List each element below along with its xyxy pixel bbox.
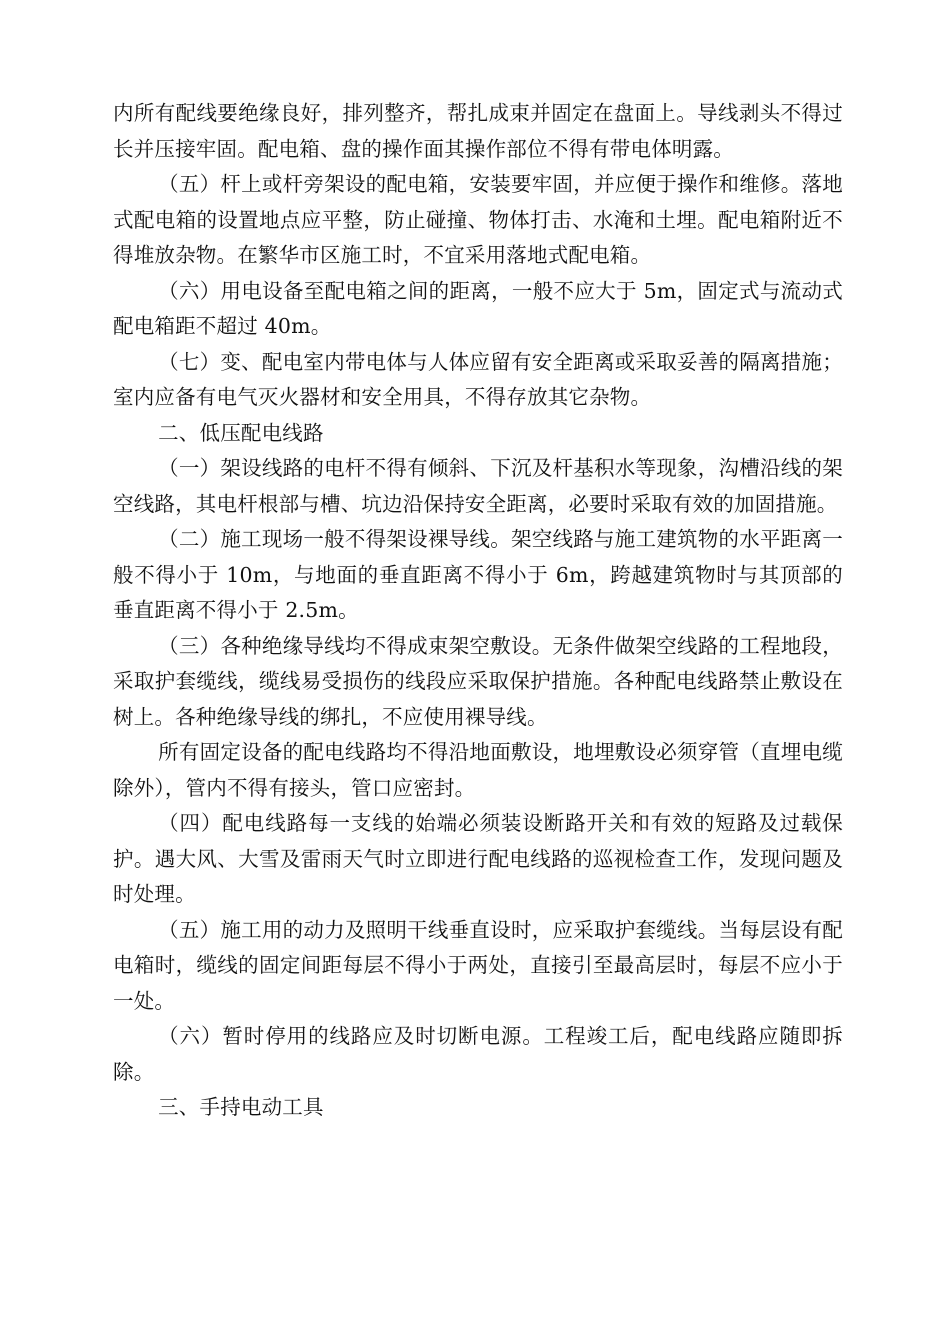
paragraph-9: 所有固定设备的配电线路均不得沿地面敷设，地埋敷设必须穿管（直埋电缆除外），管内不得有接头，管口应密封。 — [113, 740, 843, 800]
section-heading-handheld-tools: 三、手持电动工具 — [158, 1095, 324, 1119]
paragraph-10: （四）配电线路每一支线的始端必须装设断路开关和有效的短路及过载保护。遇大风、大雪及雷雨天气时立即进行配电线路的巡视检查工作，发现问题及时处理。 — [113, 811, 843, 906]
paragraph-11: （五）施工用的动力及照明干线垂直设时，应采取护套缆线。当每层设有配电箱时，缆线的固定间距每层不得小于两处，直接引至最高层时，每层不应小于一处。 — [113, 917, 843, 1013]
paragraph-4: （七）变、配电室内带电体与人体应留有安全距离或采取妥善的隔离措施；室内应备有电气灭火器材和安全用具，不得存放其它杂物。 — [113, 349, 843, 409]
paragraph-1: 内所有配线要绝缘良好，排列整齐，帮扎成束并固定在盘面上。导线剥头不得过长并压接牢固。配电箱、盘的操作面其操作部位不得有带电体明露。 — [113, 101, 843, 161]
paragraph-6: （一）架设线路的电杆不得有倾斜、下沉及杆基积水等现象，沟槽沿线的架空线路，其电杆根部与槽、坑边沿保持安全距离，必要时采取有效的加固措施。 — [113, 456, 843, 516]
paragraph-3: （六）用电设备至配电箱之间的距离，一般不应大于 5m，固定式与流动式配电箱距不超过 40m。 — [113, 278, 843, 338]
document-body — [113, 96, 843, 1126]
paragraph-7: （二）施工现场一般不得架设裸导线。架空线路与施工建筑物的水平距离一般不得小于 10m，与地面的垂直距离不得小于 6m，跨越建筑物时与其顶部的垂直距离不得小于 2.5m。 — [113, 527, 843, 622]
section-heading-low-voltage-lines: 二、低压配电线路 — [158, 420, 324, 445]
paragraph-8: （三）各种绝缘导线均不得成束架空敷设。无条件做架空线路的工程地段，采取护套缆线，缆线易受损伤的线段应采取保护措施。各种配电线路禁止敷设在树上。各种绝缘导线的绑扎，不应使用裸导线。 — [113, 633, 843, 729]
paragraph-12: （六）暂时停用的线路应及时切断电源。工程竣工后，配电线路应随即拆除。 — [113, 1024, 843, 1084]
paragraph-2: （五）杆上或杆旁架设的配电箱，安装要牢固，并应便于操作和维修。落地式配电箱的设置地点应平整，防止碰撞、物体打击、水淹和土埋。配电箱附近不得堆放杂物。在繁华市区施工时，不宜采用落地式配电箱。 — [113, 172, 843, 267]
